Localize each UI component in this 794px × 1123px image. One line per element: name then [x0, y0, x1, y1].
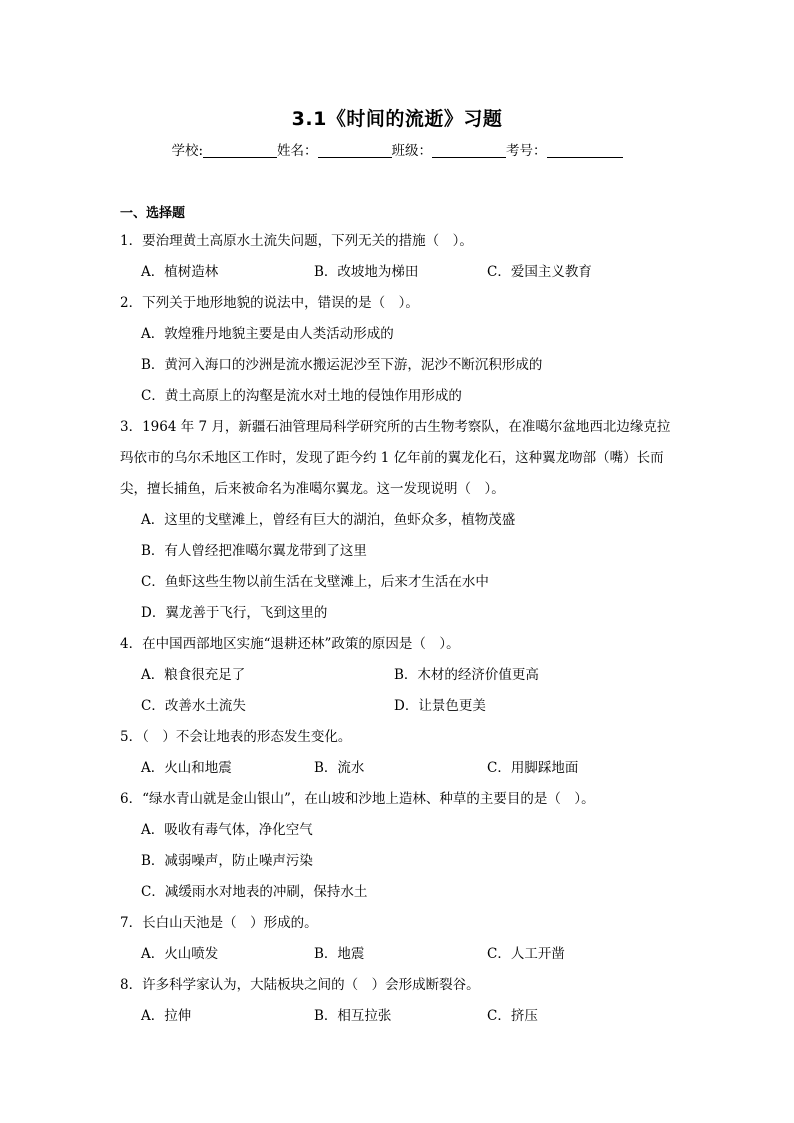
class-field [392, 139, 507, 159]
class-blank[interactable] [432, 143, 506, 158]
question-stem: 2．下列关于地形地貌的说法中，错误的是（ ）。 [120, 295, 419, 311]
question-stem-line: 3．1964 年 7 月，新疆石油管理局科学研究所的古生物考察队，在准噶尔盆地西北边缘克拉 [120, 419, 671, 435]
option: B．减弱噪声，防止噪声污染 [141, 853, 313, 869]
option: A．敦煌雅丹地貌主要是由人类活动形成的 [141, 326, 394, 342]
option: D．让景色更美 [394, 698, 486, 714]
question-stem: 7．长白山天池是（ ）形成的。 [120, 915, 318, 931]
option: B．有人曾经把准噶尔翼龙带到了这里 [141, 543, 367, 559]
option: A．这里的戈壁滩上，曾经有巨大的湖泊，鱼虾众多，植物茂盛 [141, 512, 516, 528]
option-row [120, 939, 680, 970]
option: C．爱国主义教育 [487, 264, 592, 280]
option: B．黄河入海口的沙洲是流水搬运泥沙至下游，泥沙不断沉积形成的 [141, 357, 543, 373]
name-field [277, 139, 392, 159]
option: B．流水 [314, 760, 365, 776]
option: C．鱼虾这些生物以前生活在戈壁滩上，后来才生活在水中 [141, 574, 489, 590]
question-stem: 8．许多科学家认为，大陆板块之间的（ ）会形成断裂谷。 [120, 977, 480, 993]
school-label: 学校: [171, 143, 204, 159]
option: A．植树造林 [141, 264, 219, 280]
question-stem: 5．（ ）不会让地表的形态发生变化。 [120, 729, 352, 745]
question-stem-line: 玛依市的乌尔禾地区工作时，发现了距今约 1 亿年前的翼龙化石，这种翼龙吻部（嘴）长而 [120, 450, 664, 466]
number-blank[interactable] [547, 143, 623, 158]
school-field [171, 139, 277, 159]
option: B．地震 [314, 946, 365, 962]
section-heading: 一、选择题 [120, 206, 186, 221]
option-row [120, 257, 680, 288]
option-row [120, 753, 680, 784]
question-list [120, 226, 680, 1032]
option: C．挤压 [487, 1008, 538, 1024]
option-row [120, 660, 680, 691]
option: B．改坡地为梯田 [314, 264, 419, 280]
option: A．火山和地震 [141, 760, 232, 776]
option: D．翼龙善于飞行，飞到这里的 [141, 605, 328, 621]
option: A．拉伸 [141, 1008, 192, 1024]
student-info-row [0, 139, 794, 159]
option-row [120, 1001, 680, 1032]
option: A．吸收有毒气体，净化空气 [141, 822, 313, 838]
option: A．火山喷发 [141, 946, 219, 962]
option: C．用脚踩地面 [487, 760, 579, 776]
name-label: 姓名： [277, 143, 318, 159]
number-field [506, 139, 623, 159]
page-title: 3.1《时间的流逝》习题 [291, 108, 503, 130]
class-label: 班级： [391, 143, 433, 159]
number-label: 考号： [506, 143, 547, 159]
option: C．改善水土流失 [141, 698, 246, 714]
school-blank[interactable] [203, 143, 277, 158]
question-stem-line: 尖，擅长捕鱼，后来被命名为准噶尔翼龙。这一发现说明（ ）。 [120, 481, 505, 497]
option: B．相互拉张 [314, 1008, 392, 1024]
option: A．粮食很充足了 [141, 667, 246, 683]
option-row [120, 691, 680, 722]
name-blank[interactable] [318, 143, 392, 158]
question-stem: 6．“绿水青山就是金山银山”，在山坡和沙地上造林、种草的主要目的是（ ）。 [120, 791, 595, 807]
option: C．减缓雨水对地表的冲刷，保持水土 [141, 884, 368, 900]
question-stem: 4．在中国西部地区实施“退耕还林”政策的原因是（ ）。 [120, 636, 460, 652]
option: C．黄土高原上的沟壑是流水对土地的侵蚀作用形成的 [141, 388, 462, 404]
option: C．人工开凿 [487, 946, 565, 962]
question-stem: 1．要治理黄土高原水土流失问题，下列无关的措施（ ）。 [120, 233, 473, 249]
option: B．木材的经济价值更高 [394, 667, 539, 683]
